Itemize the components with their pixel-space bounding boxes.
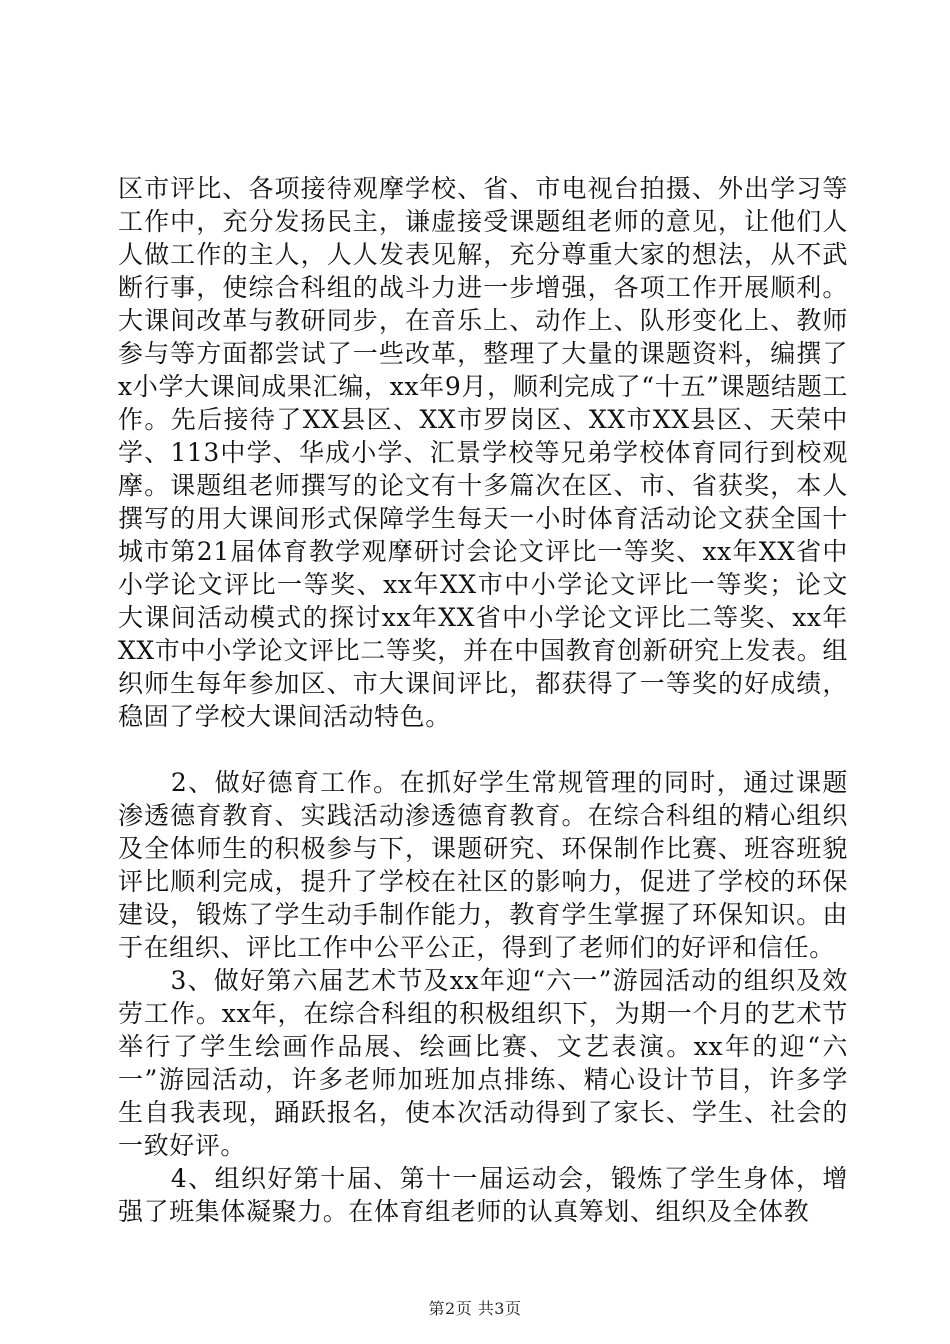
paragraph-1: 区市评比、各项接待观摩学校、省、市电视台拍摄、外出学习等工作中，充分发扬民主，谦虚接受课题组老师的意见，让他们人人做工作的主人，人人发表见解，充分尊重大家的想法，从不武断行事，使综合科组的战斗力进一步增强，各项工作开展顺利。大课间改革与教研同步，在音乐上、动作上、队形变化上、教师参与等方面都尝试了一些改革，整理了大量的课题资料，编撰了x小学大课间成果汇编，xx年9月，顺利完成了“十五”课题结题工作。先后接待了XX县区、XX市罗岗区、XX市XX县区、天荣中学、113中学、华成小学、汇景学校等兄弟学校体育同行到校观摩。课题组老师撰写的论文有十多篇次在区、市、省获奖，本人撰写的用大课间形式保障学生每天一小时体育活动论文获全国十城市第21届体育教学观摩研讨会论文评比一等奖、xx年XX省中小学论文评比一等奖、xx年XX市中小学论文评比一等奖；论文大课间活动模式的探讨xx年XX省中小学论文评比二等奖、xx年XX市中小学论文评比二等奖，并在中国教育创新研究上发表。组织师生每年参加区、市大课间评比，都获得了一等奖的好成绩，稳固了学校大课间活动特色。	[118, 174, 848, 731]
page-footer: 第2页 共3页	[428, 1299, 522, 1318]
paragraph-3: 3、做好第六届艺术节及xx年迎“六一”游园活动的组织及效劳工作。xx年，在综合科组的积极组织下，为期一个月的艺术节举行了学生绘画作品展、绘画比赛、文艺表演。xx年的迎“六一”游园活动，许多老师加班加点排练、精心设计节目，许多学生自我表现，踊跃报名，使本次活动得到了家长、学生、社会的一致好评。	[118, 966, 848, 1160]
paragraph-4: 4、组织好第十届、第十一届运动会，锻炼了学生身体，增强了班集体凝聚力。在体育组老师的认真筹划、组织及全体教	[118, 1164, 848, 1226]
document-body	[118, 172, 848, 1228]
paragraph-2: 2、做好德育工作。在抓好学生常规管理的同时，通过课题渗透德育教育、实践活动渗透德育教育。在综合科组的精心组织及全体师生的积极参与下，课题研究、环保制作比赛、班容班貌评比顺利完成，提升了学校在社区的影响力，促进了学校的环保建设，锻炼了学生动手制作能力，教育学生掌握了环保知识。由于在组织、评比工作中公平公正，得到了老师们的好评和信任。	[118, 768, 848, 962]
paragraph-gap	[118, 733, 848, 766]
